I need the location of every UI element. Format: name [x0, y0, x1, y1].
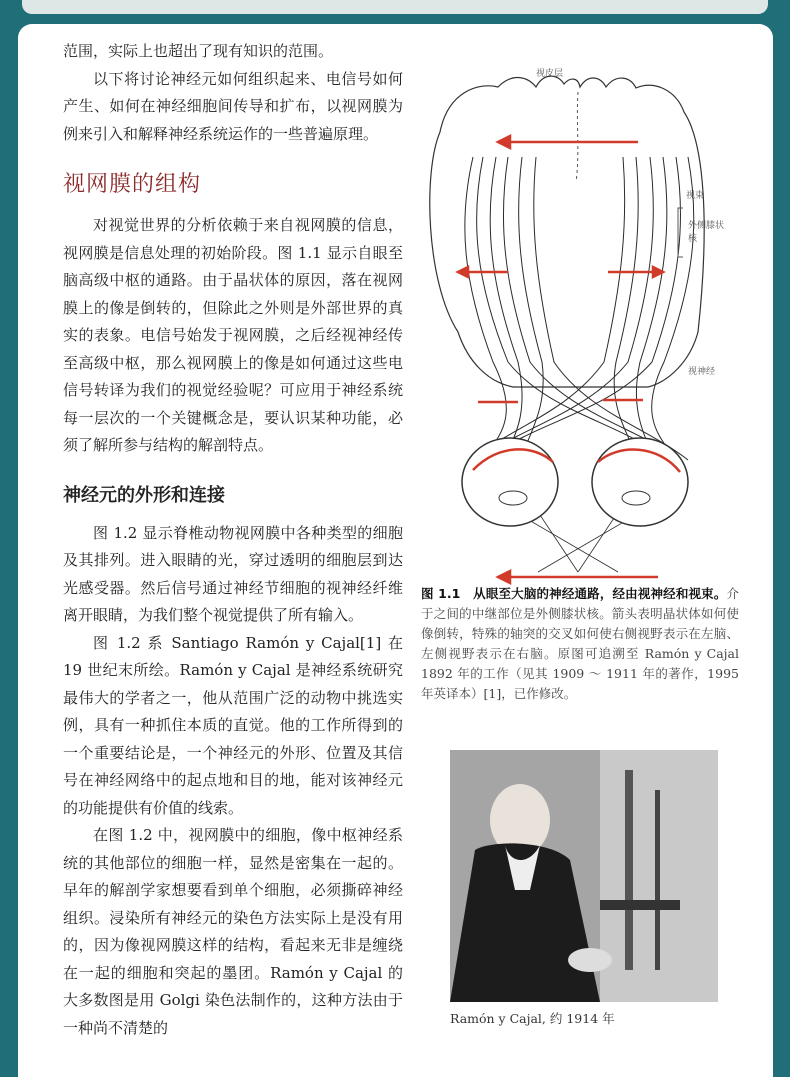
left-text-column [63, 38, 403, 1042]
midline-fissure [576, 92, 578, 182]
top-page-strip [22, 0, 768, 14]
figure-caption [421, 584, 739, 704]
section-heading-retina: 视网膜的组构 [63, 172, 202, 197]
paragraph-fig12: 图 1.2 显示脊椎动物视网膜中各种类型的细胞及其排列。进入眼睛的光，穿过透明的细胞层到达光感受器。然后信号通过神经节细胞的视神经纤维离开眼睛，为我们整个视觉提供了所有输入。 [63, 523, 403, 624]
subsection-heading-neuron: 神经元的外形和连接 [63, 484, 225, 506]
right-eye [592, 438, 688, 526]
label-lgn: 外侧膝状核 [688, 221, 725, 244]
label-visual-cortex: 视皮层 [536, 69, 564, 79]
nerve-fibers [465, 157, 694, 460]
label-optic-tract: 视束 [686, 191, 705, 201]
paragraph-continuation: 范围，实际上也超出了现有知识的范围。 [63, 42, 334, 60]
book-page [18, 24, 773, 1077]
paragraph-retina: 对视觉世界的分析依赖于来自视网膜的信息，视网膜是信息处理的初始阶段。图 1.1 显示自眼至脑高级中枢的通路。由于晶状体的原因，落在视网膜上的像是倒转的，但除此之外则是外部世界的真实的表象。电信号始发于视网膜，之后经视神经传至高级中枢，那么视网膜上的像是如何通过这些电信号转译为我们的视觉经验呢？可应用于神经系统每一层次的一个关键概念是，要认识某种功能，必须了解所参与结构的解剖特点。 [63, 216, 403, 454]
caption-head: 图 1.1 从眼至大脑的神经通路，经由视神经和视束。 [421, 586, 727, 601]
paragraph-cajal: 图 1.2 系 Santiago Ramón y Cajal[1] 在 19 世纪末所绘。Ramón y Cajal 是神经系统研究最伟大的学者之一，他从范围广泛的动物中挑选实例，具有一种抓住本质的直觉。他的工作所得到的一个重要结论是，一个神经元的外形、位置及其信号在神经网络中的起点地和目的地，能对该神经元的功能提供有价值的线索。 [63, 633, 403, 817]
brain-outline [430, 76, 704, 387]
figure-visual-pathway [418, 32, 738, 602]
label-optic-nerve: 视神经 [688, 367, 716, 377]
cajal-photo [450, 750, 718, 1002]
visual-pathway-diagram [418, 32, 738, 602]
photo-placeholder [450, 750, 718, 1002]
photo-caption: Ramón y Cajal, 约 1914 年 [450, 1011, 615, 1026]
caption-body: 介于之间的中继部位是外侧膝状核。箭头表明晶状体如何使像倒转，特殊的轴突的交叉如何使右侧视野表示在左脑、左侧视野表示在右脑。原图可追溯至 Ramón y Cajal 1892 年的工作（见其 1909 ～ 1911 年的著作，1995 年英译本）[1]，已作修改。 [421, 586, 739, 701]
paragraph-retina-cells: 在图 1.2 中，视网膜中的细胞，像中枢神经系统的其他部位的细胞一样，显然是密集在一起的。早年的解剖学家想要看到单个细胞，必须撕碎神经组织。浸染所有神经元的染色方法实际上是没有用的，因为像视网膜这样的结构，看起来无非是缠绕在一起的细胞和突起的墨团。Ramón y Cajal 的大多数图是用 Golgi 染色法制作的，这种方法由于一种尚不清楚的 [63, 826, 403, 1037]
paragraph-intro: 以下将讨论神经元如何组织起来、电信号如何产生、如何在神经细胞间传导和扩布，以视网膜为例来引入和解释神经系统运作的一些普遍原理。 [63, 69, 403, 143]
